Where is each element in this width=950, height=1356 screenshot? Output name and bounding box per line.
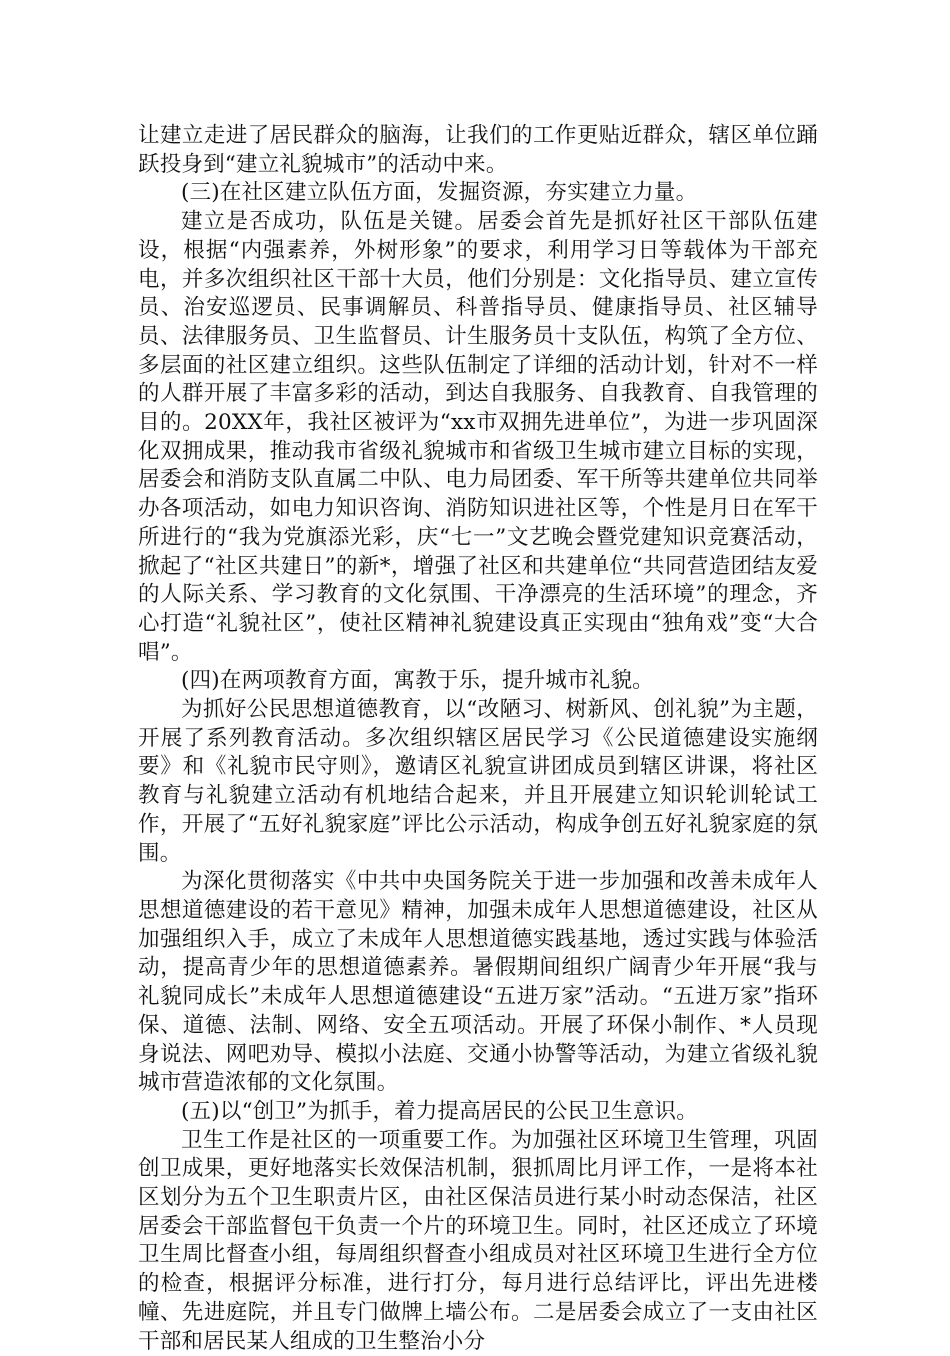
section-heading-3: (三)在社区建立队伍方面，发掘资源，夯实建立力量。 [181, 180, 698, 206]
section-heading-5: (五)以“创卫”为抓手，着力提高居民的公民卫生意识。 [181, 1098, 698, 1124]
paragraph-continuation: 让建立走进了居民群众的脑海，让我们的工作更贴近群众，辖区单位踊跃投身到“建立礼貌城市”的活动中来。 [138, 123, 818, 177]
paragraph-sanitation: 卫生工作是社区的一项重要工作。为加强社区环境卫生管理，巩固创卫成果，更好地落实长效保洁机制，狠抓周比月评工作，一是将本社区划分为五个卫生职责片区，由社区保洁员进行某小时动态保洁，社区居委会干部监督包干负责一个片的环境卫生。同时，社区还成立了环境卫生周比督查小组，每周组织督查小组成员对社区环境卫生进行全方位的检查，根据评分标准，进行打分，每月进行总结评比，评出先进楼幢、先进庭院，并且专门做牌上墙公布。二是居委会成立了一支由社区干部和居民某人组成的卫生整治小分 [138, 1127, 818, 1354]
document-body [138, 122, 818, 1356]
paragraph-youth-education: 为深化贯彻落实《中共中央国务院关于进一步加强和改善未成年人思想道德建设的若干意见》精神，加强未成年人思想道德建设，社区从加强组织入手，成立了未成年人思想道德实践基地，透过实践与体验活动，提高青少年的思想道德素养。暑假期间组织广阔青少年开展“我与礼貌同成长”未成年人思想道德建设“五进万家”活动。“五进万家”指环保、道德、法制、网络、安全五项活动。开展了环保小制作、*人员现身说法、网吧劝导、模拟小法庭、交通小协警等活动，为建立省级礼貌城市营造浓郁的文化氛围。 [138, 869, 818, 1096]
section-heading-4: (四)在两项教育方面，寓教于乐，提升城市礼貌。 [181, 668, 654, 694]
paragraph-team-building: 建立是否成功，队伍是关键。居委会首先是抓好社区干部队伍建设，根据“内强素养，外树形象”的要求，利用学习日等载体为干部充电，并多次组织社区干部十大员，他们分别是：文化指导员、建立宣传员、治安巡逻员、民事调解员、科普指导员、健康指导员、社区辅导员、法律服务员、卫生监督员、计生服务员十支队伍，构筑了全方位、多层面的社区建立组织。这些队伍制定了详细的活动计划，针对不一样的人群开展了丰富多彩的活动，到达自我服务、自我教育、自我管理的目的。20XX年，我社区被评为“xx市双拥先进单位”，为进一步巩固深化双拥成果，推动我市省级礼貌城市和省级卫生城市建立目标的实现，居委会和消防支队直属二中队、电力局团委、军干所等共建单位共同举办各项活动，如电力知识咨询、消防知识进社区等，个性是月日在军干所进行的“我为党旗添光彩，庆“七一”文艺晚会暨党建知识竞赛活动，掀起了“社区共建日”的新*，增强了社区和共建单位“共同营造团结友爱的人际关系、学习教育的文化氛围、干净漂亮的生活环境”的理念，齐心打造“礼貌社区”，使社区精神礼貌建设真正实现由“独角戏”变“大合唱”。 [138, 209, 818, 665]
paragraph-civic-education: 为抓好公民思想道德教育，以“改陋习、树新风、创礼貌”为主题，开展了系列教育活动。多次组织辖区居民学习《公民道德建设实施纲要》和《礼貌市民守则》，邀请区礼貌宣讲团成员到辖区讲课，将社区教育与礼貌建立活动有机地结合起来，并且开展建立知识轮训轮试工作，开展了“五好礼貌家庭”评比公示活动，构成争创五好礼貌家庭的氛围。 [138, 697, 818, 866]
